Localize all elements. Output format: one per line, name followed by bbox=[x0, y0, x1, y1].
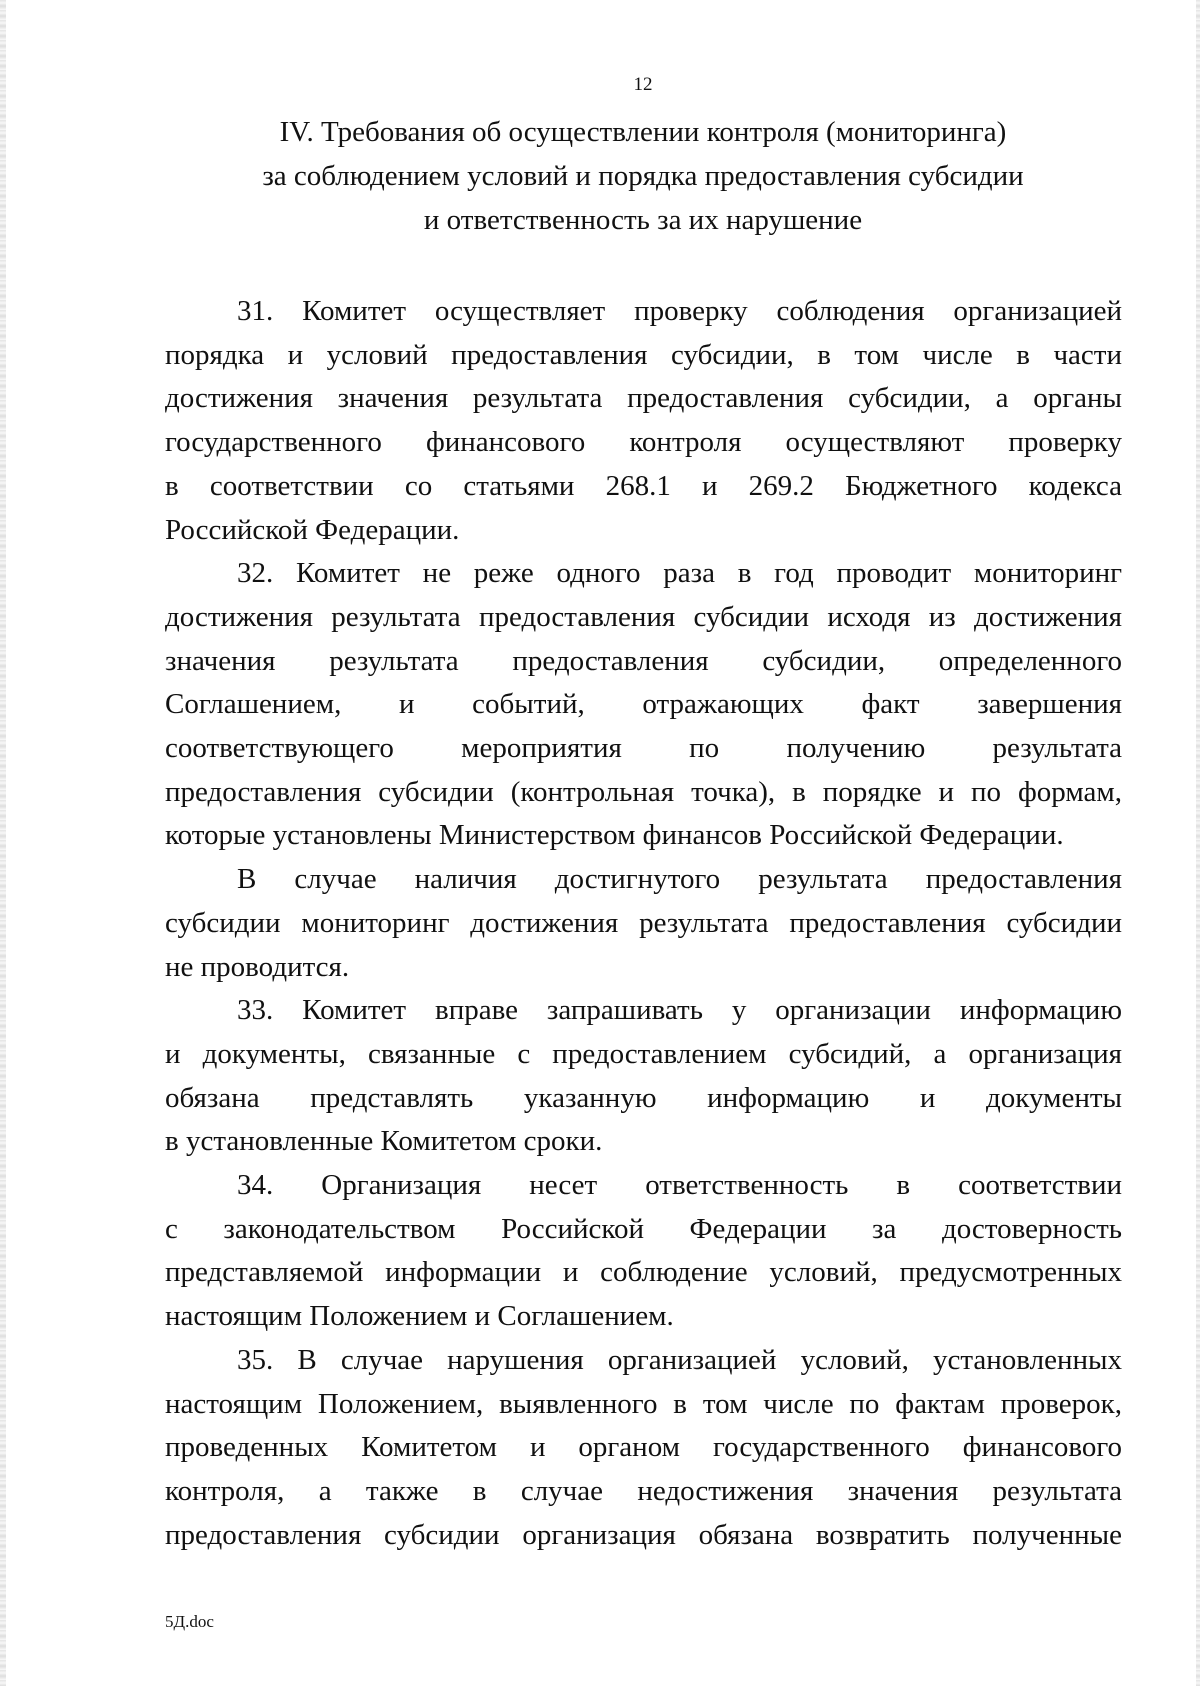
paragraph-line: обязана представлять указанную информацию и документы bbox=[165, 1081, 1122, 1114]
paragraph bbox=[165, 858, 1122, 989]
paragraph-line: в соответствии со статьями 268.1 и 269.2 Бюджетного кодекса bbox=[165, 469, 1122, 502]
paragraph-line: 34. Организация несет ответственность в соответствии bbox=[237, 1169, 1122, 1202]
paragraph-line: представляемой информации и соблюдение условий, предусмотренных bbox=[165, 1256, 1122, 1289]
paragraph-line: с законодательством Российской Федерации за достоверность bbox=[165, 1212, 1122, 1245]
paragraph-line: субсидии мониторинг достижения результата предоставления субсидии bbox=[165, 906, 1122, 939]
body-text bbox=[165, 290, 1122, 1557]
paragraph-line: соответствующего мероприятия по получению результата bbox=[165, 732, 1122, 765]
paragraph-line: настоящим Положением и Соглашением. bbox=[165, 1300, 674, 1333]
section-heading-line: IV. Требования об осуществлении контроля (мониторинга) bbox=[279, 116, 1007, 148]
paragraph bbox=[165, 989, 1122, 1164]
paragraph-line: в установленные Комитетом сроки. bbox=[165, 1125, 603, 1158]
paragraph-line: предоставления субсидии (контрольная точка), в порядке и по формам, bbox=[165, 775, 1122, 808]
scan-edge-right bbox=[1196, 0, 1200, 1686]
paragraph-line: Российской Федерации. bbox=[165, 513, 460, 546]
paragraph-line: Соглашением, и событий, отражающих факт завершения bbox=[165, 688, 1122, 721]
paragraph-line: и документы, связанные с предоставлением субсидий, а организация bbox=[165, 1037, 1122, 1070]
paragraph bbox=[165, 290, 1122, 552]
paragraph-line: 31. Комитет осуществляет проверку соблюдения организацией bbox=[237, 295, 1122, 327]
paragraph-line: 35. В случае нарушения организацией условий, установленных bbox=[237, 1343, 1122, 1376]
paragraph-line: предоставления субсидии организация обязана возвратить полученные bbox=[165, 1518, 1122, 1551]
section-heading-line: и ответственность за их нарушение bbox=[423, 204, 863, 236]
paragraph-line: государственного финансового контроля осуществляют проверку bbox=[165, 426, 1122, 459]
page-number: 12 bbox=[633, 74, 653, 95]
paragraph-line: достижения результата предоставления субсидии исходя из достижения bbox=[165, 600, 1122, 633]
paragraph-line: 33. Комитет вправе запрашивать у организации информацию bbox=[237, 994, 1122, 1027]
paragraph-line: контроля, а также в случае недостижения значения результата bbox=[165, 1474, 1122, 1507]
paragraph-line: достижения значения результата предоставления субсидии, а органы bbox=[165, 382, 1122, 415]
paragraph-line: 32. Комитет не реже одного раза в год проводит мониторинг bbox=[237, 557, 1122, 590]
section-heading-line: за соблюдением условий и порядка предоставления субсидии bbox=[262, 160, 1024, 192]
paragraph-line: которые установлены Министерством финансов Российской Федерации. bbox=[165, 819, 1064, 852]
footer-filename: 5Д.doc bbox=[165, 1612, 214, 1631]
scan-edge-left bbox=[0, 0, 6, 1686]
paragraph bbox=[165, 1339, 1122, 1558]
paragraph-line: настоящим Положением, выявленного в том числе по фактам проверок, bbox=[165, 1387, 1122, 1420]
paragraph-line: В случае наличия достигнутого результата предоставления bbox=[237, 863, 1122, 896]
paragraph-line: порядка и условий предоставления субсидии, в том числе в части bbox=[165, 338, 1122, 371]
paragraph-line: проведенных Комитетом и органом государственного финансового bbox=[165, 1431, 1122, 1464]
paragraph-line: не проводится. bbox=[165, 950, 350, 983]
paragraph bbox=[165, 552, 1122, 858]
paragraph bbox=[165, 1164, 1122, 1339]
paragraph-line: значения результата предоставления субсидии, определенного bbox=[165, 644, 1122, 677]
section-heading bbox=[0, 110, 1200, 242]
